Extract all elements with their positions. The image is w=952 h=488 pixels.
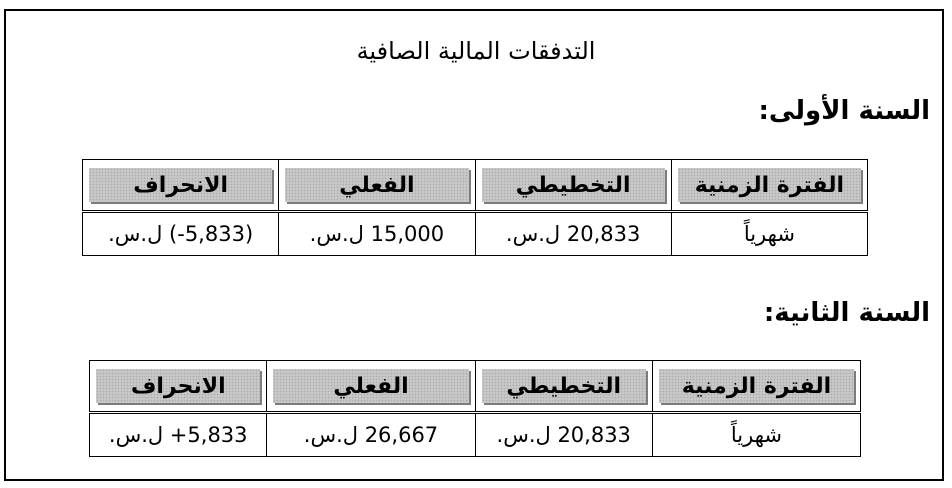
cash-flow-table-year-2 — [89, 360, 861, 457]
section-heading-year-1: السنة الأولى: — [758, 96, 930, 126]
cell-deviation: (5,833-) ل.س. — [83, 212, 279, 256]
column-header-planned: التخطيطي — [475, 361, 652, 413]
cell-actual: 15,000 ل.س. — [279, 212, 475, 256]
table-header-row — [90, 361, 861, 413]
cell-actual: 26,667 ل.س. — [267, 413, 475, 457]
column-header-planned: التخطيطي — [475, 160, 671, 212]
section-heading-year-2: السنة الثانية: — [763, 298, 930, 328]
column-header-actual: الفعلي — [267, 361, 475, 413]
table-header-row — [83, 160, 868, 212]
cell-planned: 20,833 ل.س. — [475, 413, 652, 457]
column-header-period: الفترة الزمنية — [652, 361, 860, 413]
table-row — [83, 212, 868, 256]
column-header-period: الفترة الزمنية — [671, 160, 867, 212]
cell-period: شهرياً — [671, 212, 867, 256]
column-header-deviation: الانحراف — [83, 160, 279, 212]
cell-period: شهرياً — [652, 413, 860, 457]
document-title: التدفقات المالية الصافية — [356, 37, 596, 65]
table-row — [90, 413, 861, 457]
cell-deviation: 5,833+ ل.س. — [90, 413, 267, 457]
column-header-deviation: الانحراف — [90, 361, 267, 413]
column-header-actual: الفعلي — [279, 160, 475, 212]
cell-planned: 20,833 ل.س. — [475, 212, 671, 256]
cash-flow-table-year-1 — [82, 159, 868, 256]
